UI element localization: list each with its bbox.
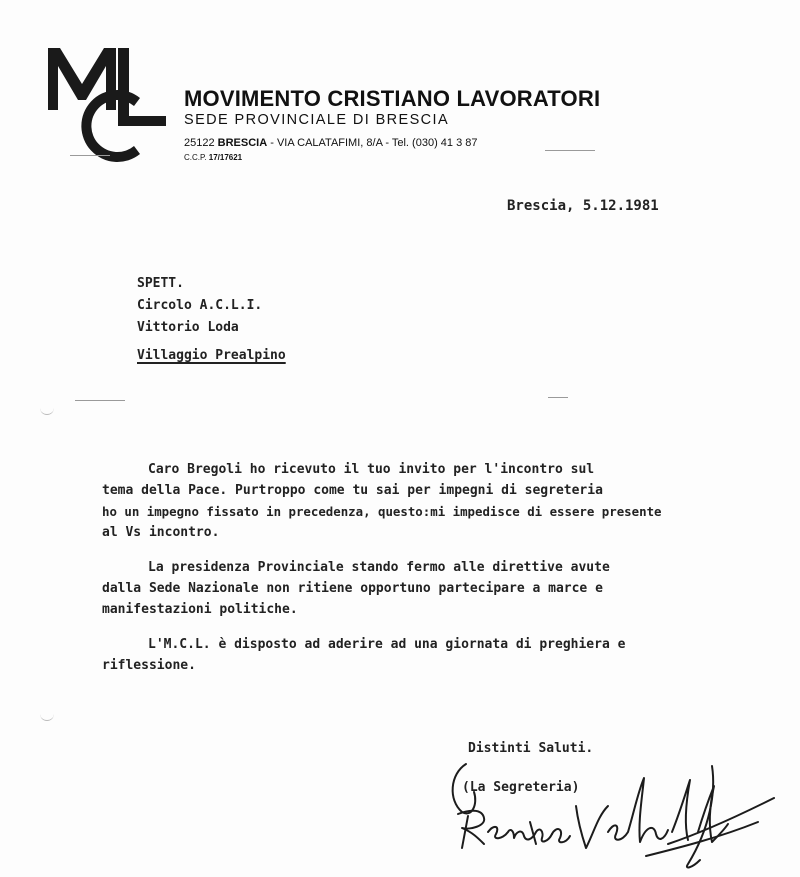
handwritten-signature: [448, 752, 778, 872]
postcode: 25122: [184, 137, 215, 149]
punch-mark: [40, 406, 54, 415]
ccp-line: [184, 153, 242, 162]
city: BRESCIA: [217, 137, 268, 149]
punch-mark: [40, 712, 54, 721]
body-p2-line-3: manifestazioni politiche.: [102, 602, 298, 617]
scan-artifact: [70, 155, 110, 156]
body-p3-line-2: riflessione.: [102, 658, 196, 673]
mcl-logo: [44, 44, 170, 170]
organization-subtitle: SEDE PROVINCIALE DI BRESCIA: [184, 112, 450, 128]
body-p2-line-2: dalla Sede Nazionale non ritiene opportuno partecipare a marce e: [102, 581, 603, 596]
scan-artifact: [545, 150, 595, 151]
recipient-line-4: Villaggio Prealpino: [137, 348, 286, 363]
closing-salutation: Distinti Saluti.: [468, 741, 594, 756]
closing-sender: (La Segreteria): [462, 780, 580, 795]
ccp-number: 17/17621: [208, 153, 243, 162]
ccp-label: C.C.P.: [184, 153, 207, 162]
scan-artifact: [548, 397, 568, 398]
recipient-line-3: Vittorio Loda: [137, 320, 239, 335]
address-rest: - VIA CALATAFIMI, 8/A - Tel. (030) 41 3 87: [267, 137, 478, 149]
organization-name: MOVIMENTO CRISTIANO LAVORATORI: [184, 86, 601, 111]
body-p1-line-4: al Vs incontro.: [102, 525, 220, 540]
organization-address: [184, 137, 477, 149]
body-p1-line-3: ho un impegno fissato in precedenza, questo:mi impedisce di essere presente: [102, 504, 662, 519]
recipient-line-2: Circolo A.C.L.I.: [137, 298, 263, 313]
body-p1-line-1: Caro Bregoli ho ricevuto il tuo invito per l'incontro sul: [148, 462, 595, 477]
body-p3-line-1: L'M.C.L. è disposto ad aderire ad una giornata di preghiera e: [148, 637, 626, 652]
body-p1-line-2: tema della Pace. Purtroppo come tu sai per impegni di segreteria: [102, 483, 603, 498]
recipient-line-1: SPETT.: [137, 276, 184, 291]
letter-date: Brescia, 5.12.1981: [507, 198, 659, 214]
scan-artifact: [75, 400, 125, 401]
body-p2-line-1: La presidenza Provinciale stando fermo alle direttive avute: [148, 560, 610, 575]
